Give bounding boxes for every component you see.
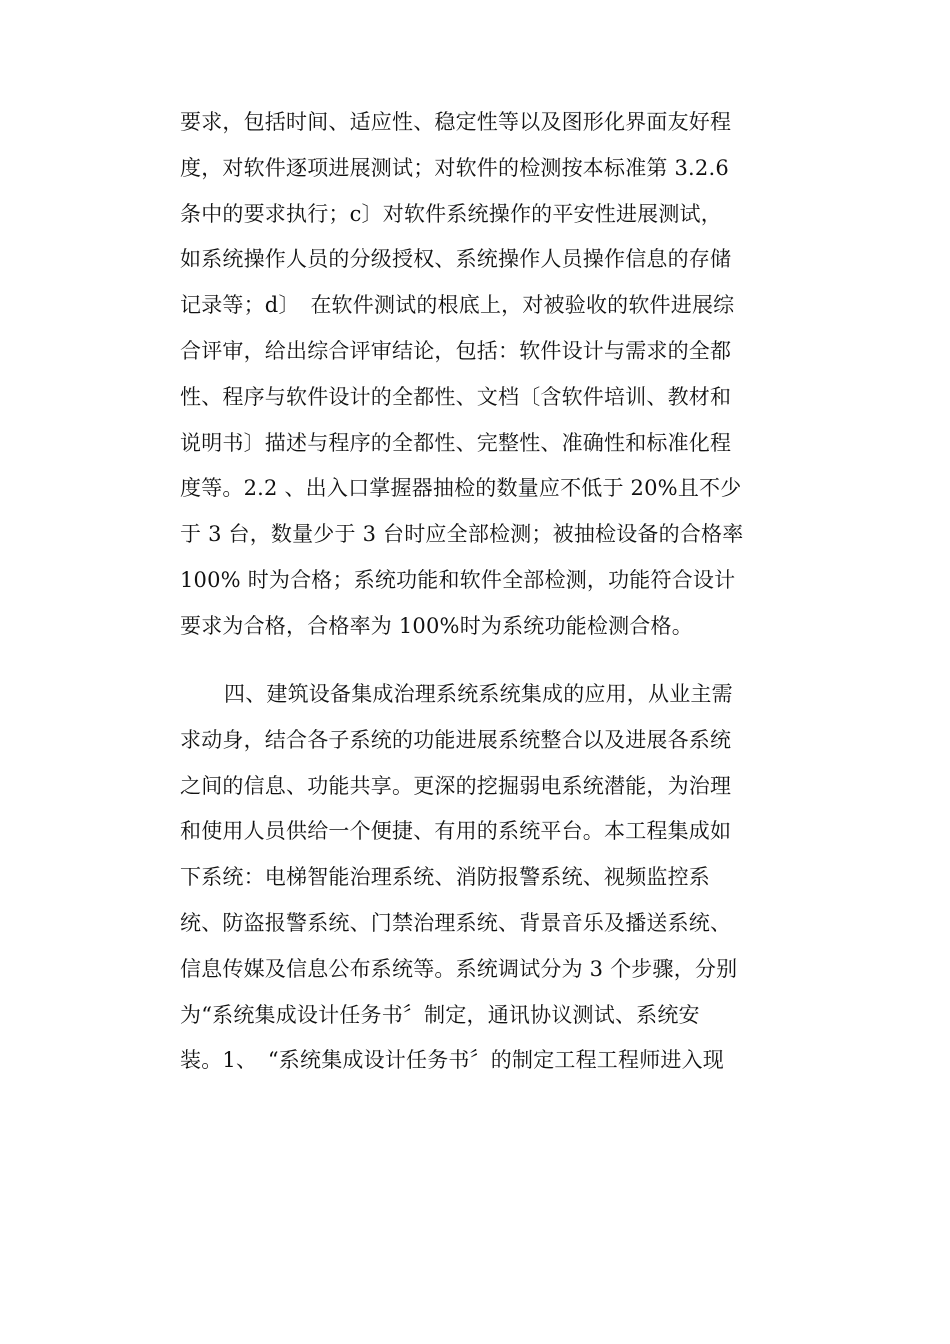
text-line-first: 四、建筑设备集成治理系统系统集成的应用，从业主需	[224, 682, 733, 706]
text-line: 要求，包括时间、适应性、稳定性等以及图形化界面友好程	[180, 110, 732, 134]
text-line: 下系统：电梯智能治理系统、消防报警系统、视频监控系	[180, 865, 710, 890]
text-line: 和使用人员供给一个便捷、有用的系统平台。本工程集成如	[180, 819, 732, 844]
text-line: 度，对软件逐项进展测试；对软件的检测按本标准第 3.2.6	[180, 155, 729, 180]
text-line: 如系统操作人员的分级授权、系统操作人员操作信息的存储	[180, 247, 732, 272]
text-line: 合评审，给出综合评审结论，包括：软件设计与需求的全都	[180, 338, 732, 363]
text-line: 条中的要求执行；c〕对软件系统操作的平安性进展测试，	[180, 201, 722, 226]
text-line: 为“系统集成设计任务书〞制定，通讯协议测试、系统安	[180, 1002, 700, 1027]
text-line: 统、防盗报警系统、门禁治理系统、背景音乐及播送系统、	[180, 910, 732, 935]
text-line: 说明书〕描述与程序的全都性、完整性、准确性和标准化程	[180, 430, 732, 455]
text-line: 要求为合格，合格率为 100%时为系统功能检测合格。	[180, 613, 693, 638]
text-line: 于 3 台，数量少于 3 台时应全部检测；被抽检设备的合格率	[180, 522, 744, 547]
text-line: 之间的信息、功能共享。更深的挖掘弱电系统潜能，为治理	[180, 773, 732, 798]
text-line: 求动身，结合各子系统的功能进展系统整合以及进展各系统	[180, 727, 732, 752]
text-line: 度等。2.2 、出入口掌握器抽检的数量应不低于 20%且不少	[180, 476, 742, 501]
text-line: 性、程序与软件设计的全都性、文档〔含软件培训、教材和	[180, 384, 732, 409]
paragraph-1	[180, 100, 780, 650]
text-line: 装。1、 “系统集成设计任务书〞的制定工程工程师进入现	[180, 1048, 724, 1073]
text-line: 信息传媒及信息公布系统等。系统调试分为 3 个步骤，分别	[180, 956, 738, 981]
text-line: 记录等；d〕 在软件测试的根底上，对被验收的软件进展综	[180, 293, 735, 318]
paragraph-2	[180, 672, 780, 1084]
text-line: 100% 时为合格；系统功能和软件全部检测，功能符合设计	[180, 567, 736, 592]
